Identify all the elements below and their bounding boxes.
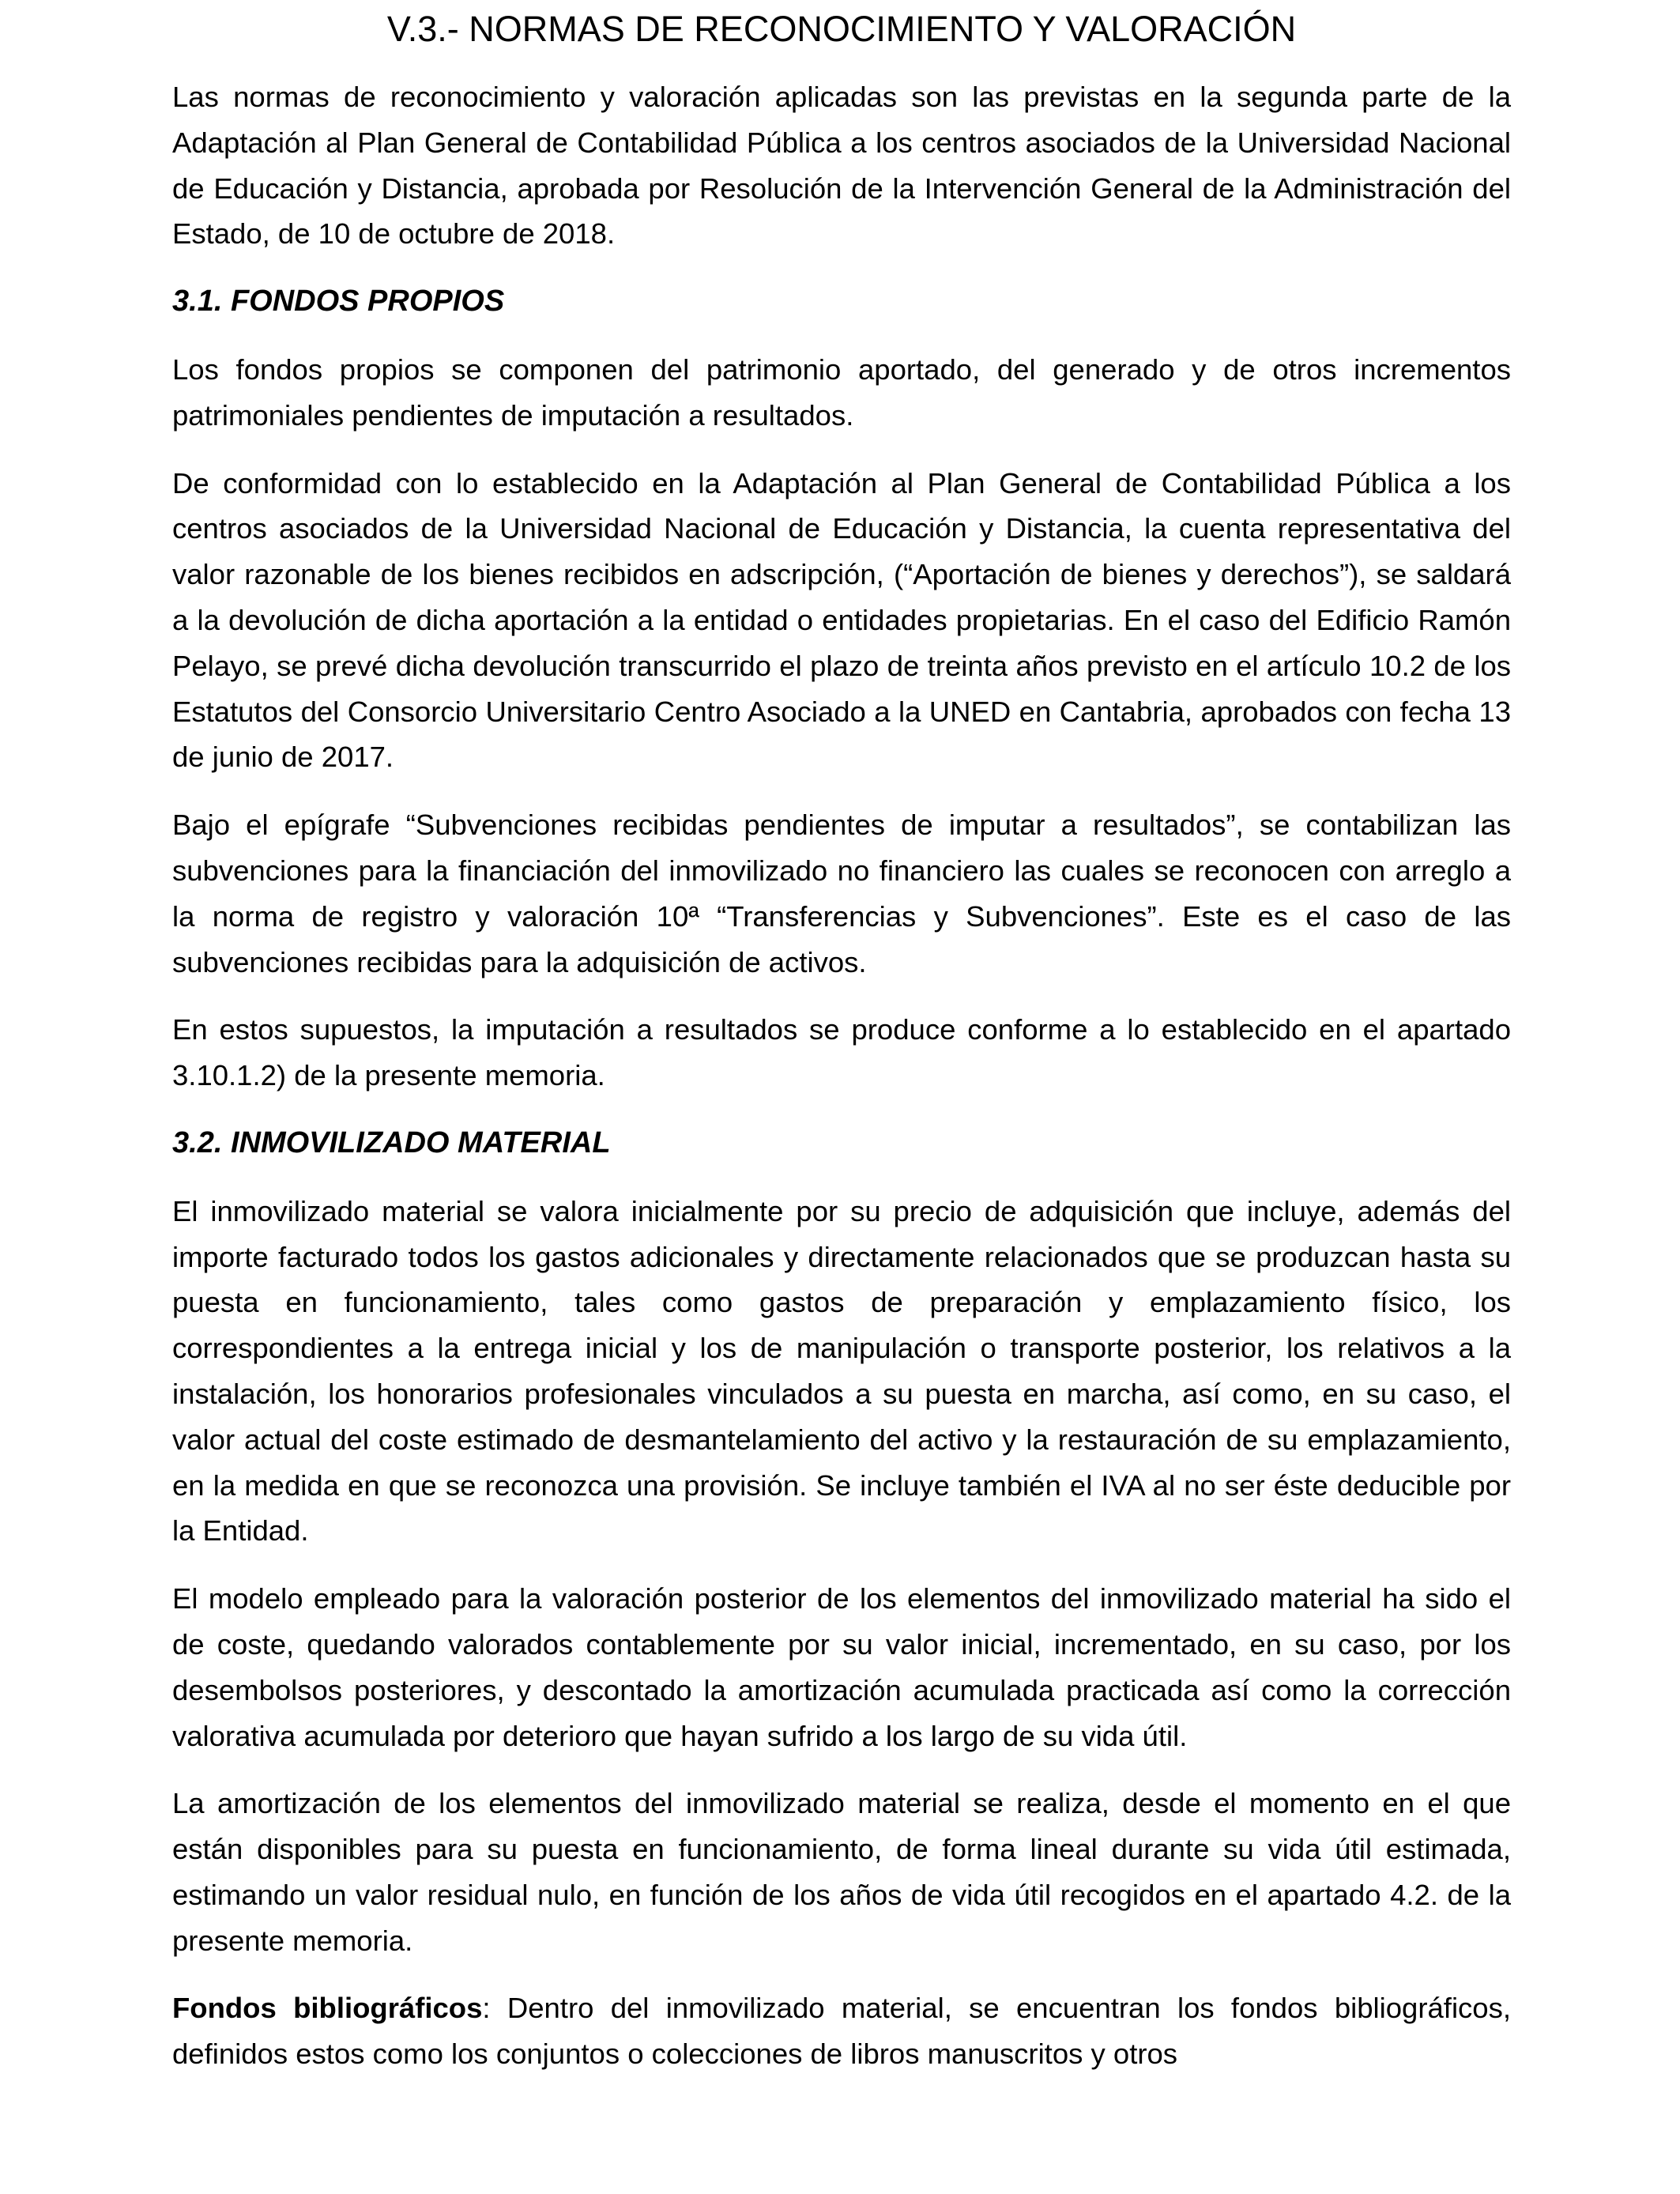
intro-paragraph: Las normas de reconocimiento y valoración aplicadas son las previstas en la segunda parte de la Adaptación al Plan General de Contabilidad Pública a los centros asociados de la Universidad Nacional de Educación y Distancia, aprobada por Resolución de la Intervención General de la Administración del Estado, de 10 de octubre de 2018. [172, 81, 1511, 251]
paragraph: La amortización de los elementos del inmovilizado material se realiza, desde el momento en el que están disponibles para su puesta en funcionamiento, de forma lineal durante su vida útil estimada, estimando un valor residual nulo, en función de los años de vida útil recogidos en el apartado 4.2. de la presente memoria. [172, 1787, 1511, 1957]
document-page [172, 0, 1511, 2077]
term-fondos-bibliograficos: Fondos bibliográficos [172, 1992, 483, 2025]
paragraph: El inmovilizado material se valora inicialmente por su precio de adquisición que incluye, además del importe facturado todos los gastos adicionales y directamente relacionados que se produzcan hasta su puesta en funcionamiento, tales como gastos de preparación y emplazamiento físico, los correspondientes a la entrega inicial y los de manipulación o transporte posterior, los relativos a la instalación, los honorarios profesionales vinculados a su puesta en marcha, así como, en su caso, el valor actual del coste estimado de desmantelamiento del activo y la restauración de su emplazamiento, en la medida en que se reconozca una provisión. Se incluye también el IVA al no ser éste deducible por la Entidad. [172, 1194, 1511, 1547]
paragraph: En estos supuestos, la imputación a resultados se produce conforme a lo establecido en el apartado 3.10.1.2) de la presente memoria. [172, 1013, 1511, 1092]
paragraph: Bajo el epígrafe “Subvenciones recibidas pendientes de imputar a resultados”, se contabilizan las subvenciones para la financiación del inmovilizado no financiero las cuales se reconocen con arreglo a la norma de registro y valoración 10ª “Transferencias y Subvenciones”. Este es el caso de las subvenciones recibidas para la adquisición de activos. [172, 809, 1511, 978]
paragraph-fondos-bibliograficos [172, 1985, 1511, 2077]
document-title: V.3.- NORMAS DE RECONOCIMIENTO Y VALORACIÓN [386, 9, 1297, 49]
paragraph: El modelo empleado para la valoración posterior de los elementos del inmovilizado material ha sido el de coste, quedando valorados contablemente por su valor inicial, incrementado, en su caso, por los desembolsos posteriores, y descontado la amortización acumulada practicada así como la corrección valorativa acumulada por deterioro que hayan sufrido a los largo de su vida útil. [172, 1582, 1511, 1752]
section-heading-fondos-propios: 3.1. FONDOS PROPIOS [172, 285, 505, 319]
paragraph-text: : Dentro del inmovilizado material, se encuentran los fondos bibliográficos, definidos estos como los conjuntos o colecciones de libros manuscritos y otros [172, 1992, 1512, 2071]
paragraph: De conformidad con lo establecido en la Adaptación al Plan General de Contabilidad Pública a los centros asociados de la Universidad Nacional de Educación y Distancia, la cuenta representativa del valor razonable de los bienes recibidos en adscripción, (“Aportación de bienes y derechos”), se saldará a la devolución de dicha aportación a la entidad o entidades propietarias. En el caso del Edificio Ramón Pelayo, se prevé dicha devolución transcurrido el plazo de treinta años previsto en el artículo 10.2 de los Estatutos del Consorcio Universitario Centro Asociado a la UNED en Cantabria, aprobados con fecha 13 de junio de 2017. [172, 466, 1511, 774]
paragraph: Los fondos propios se componen del patrimonio aportado, del generado y de otros incrementos patrimoniales pendientes de imputación a resultados. [172, 352, 1511, 432]
section-heading-inmovilizado-material: 3.2. INMOVILIZADO MATERIAL [172, 1125, 611, 1159]
